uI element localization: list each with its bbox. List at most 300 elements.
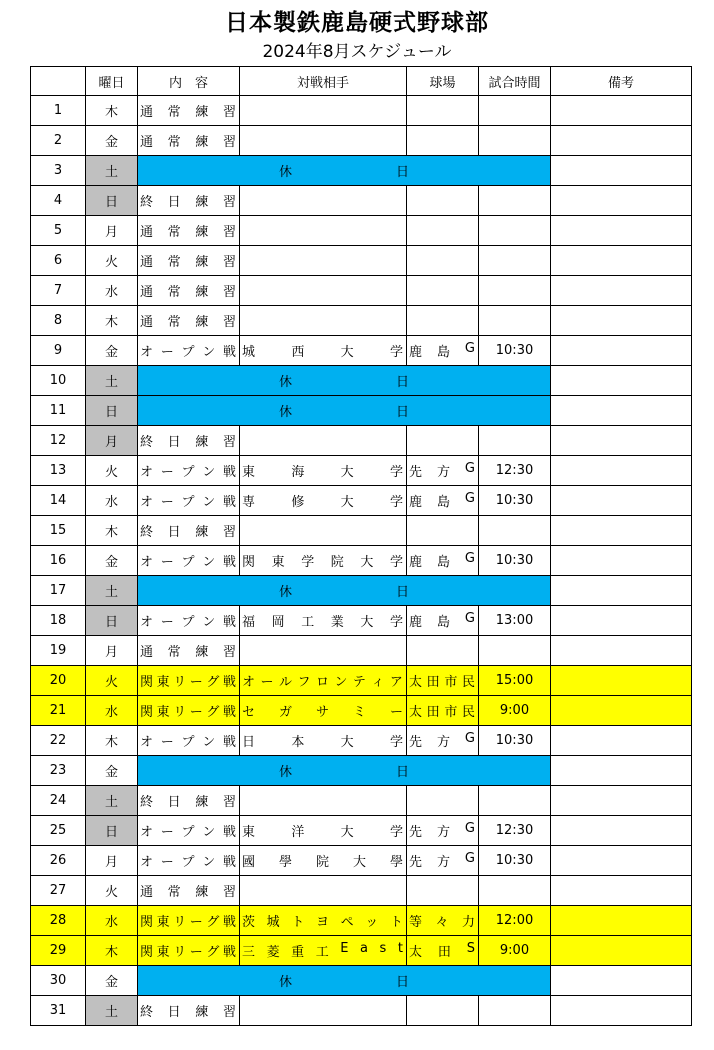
notes-cell (551, 186, 692, 216)
opponent-cell-text: 國 學 院 大 學 (242, 855, 403, 870)
notes-cell (551, 576, 692, 606)
day-cell: 29 (31, 936, 86, 966)
holiday-cell (138, 396, 551, 426)
activity-cell-text: 通 常 練 習 (140, 315, 236, 330)
activity-cell (138, 816, 240, 846)
time-cell: 9:00 (479, 696, 551, 726)
time-cell (479, 426, 551, 456)
schedule-row (31, 876, 692, 906)
notes-cell (551, 816, 692, 846)
activity-cell (138, 456, 240, 486)
weekday-cell: 土 (86, 996, 138, 1026)
weekday-cell: 金 (86, 126, 138, 156)
activity-cell-text: 通 常 練 習 (140, 105, 236, 120)
page-title: 日本製鉄鹿島硬式野球部 (225, 10, 489, 36)
weekday-cell: 金 (86, 756, 138, 786)
schedule-row (31, 366, 692, 396)
time-cell: 9:00 (479, 936, 551, 966)
schedule-row (31, 96, 692, 126)
time-cell (479, 306, 551, 336)
time-cell: 12:30 (479, 816, 551, 846)
schedule-row (31, 846, 692, 876)
schedule-row (31, 426, 692, 456)
activity-cell (138, 546, 240, 576)
schedule-row (31, 156, 692, 186)
notes-cell (551, 126, 692, 156)
opponent-cell-text: 三 菱 重 工 E a s t (242, 941, 403, 960)
day-cell: 1 (31, 96, 86, 126)
holiday-label-a: 休 (278, 585, 292, 600)
time-cell: 12:00 (479, 906, 551, 936)
time-cell: 13:00 (479, 606, 551, 636)
weekday-cell: 金 (86, 546, 138, 576)
activity-cell-text: 関 東 リ ー グ 戦 (140, 945, 236, 960)
opponent-cell (240, 996, 407, 1026)
opponent-cell (240, 516, 407, 546)
opponent-cell (240, 606, 407, 636)
schedule-row (31, 936, 692, 966)
weekday-cell: 日 (86, 186, 138, 216)
ground-cell (407, 546, 479, 576)
day-cell: 10 (31, 366, 86, 396)
ground-cell (407, 486, 479, 516)
opponent-cell (240, 696, 407, 726)
notes-cell (551, 936, 692, 966)
activity-cell (138, 516, 240, 546)
weekday-cell: 金 (86, 966, 138, 996)
ground-cell (407, 96, 479, 126)
opponent-cell (240, 96, 407, 126)
time-cell: 10:30 (479, 546, 551, 576)
notes-cell (551, 606, 692, 636)
day-cell: 18 (31, 606, 86, 636)
activity-cell-text: 終 日 練 習 (140, 795, 236, 810)
ground-cell (407, 426, 479, 456)
weekday-cell: 日 (86, 396, 138, 426)
opponent-cell-text: 東 海 大 学 (242, 465, 403, 480)
activity-cell (138, 216, 240, 246)
activity-cell-text: 通 常 練 習 (140, 285, 236, 300)
time-cell (479, 246, 551, 276)
notes-cell (551, 276, 692, 306)
activity-cell (138, 696, 240, 726)
activity-cell (138, 726, 240, 756)
ground-cell-text: 鹿 島 G (409, 551, 475, 570)
schedule-row (31, 396, 692, 426)
weekday-cell: 金 (86, 336, 138, 366)
opponent-cell-text: オ ー ル フ ロ ン テ ィ ア (242, 675, 403, 690)
schedule-row (31, 666, 692, 696)
schedule-row (31, 996, 692, 1026)
notes-cell (551, 696, 692, 726)
weekday-cell: 土 (86, 576, 138, 606)
activity-cell (138, 876, 240, 906)
ground-cell (407, 276, 479, 306)
time-cell: 15:00 (479, 666, 551, 696)
time-cell: 10:30 (479, 846, 551, 876)
weekday-cell: 水 (86, 486, 138, 516)
holiday-cell (138, 756, 551, 786)
holiday-label-b: 日 (396, 405, 410, 420)
ground-cell (407, 906, 479, 936)
ground-cell (407, 246, 479, 276)
day-cell: 4 (31, 186, 86, 216)
ground-cell (407, 936, 479, 966)
opponent-cell (240, 246, 407, 276)
notes-cell (551, 306, 692, 336)
holiday-label-b: 日 (396, 765, 410, 780)
weekday-cell: 月 (86, 636, 138, 666)
activity-cell-text: オ ー プ ン 戦 (140, 555, 236, 570)
schedule-body (31, 96, 692, 1026)
opponent-cell-text: 関 東 学 院 大 学 (242, 555, 403, 570)
opponent-cell-text: 福 岡 工 業 大 学 (242, 615, 403, 630)
schedule-row (31, 906, 692, 936)
notes-cell (551, 996, 692, 1026)
activity-cell-text: 終 日 練 習 (140, 1005, 236, 1020)
ground-cell (407, 876, 479, 906)
day-cell: 26 (31, 846, 86, 876)
opponent-cell-text: 城 西 大 学 (242, 345, 403, 360)
schedule-row (31, 726, 692, 756)
ground-cell (407, 666, 479, 696)
day-cell: 22 (31, 726, 86, 756)
holiday-label-a: 休 (278, 405, 292, 420)
notes-cell (551, 216, 692, 246)
time-cell (479, 126, 551, 156)
weekday-cell: 月 (86, 846, 138, 876)
header-row (31, 67, 692, 96)
activity-cell-text: 通 常 練 習 (140, 225, 236, 240)
day-cell: 27 (31, 876, 86, 906)
day-cell: 8 (31, 306, 86, 336)
schedule-row (31, 486, 692, 516)
day-cell: 17 (31, 576, 86, 606)
ground-cell (407, 816, 479, 846)
activity-cell-text: 通 常 練 習 (140, 135, 236, 150)
ground-cell-text: 鹿 島 G (409, 341, 475, 360)
opponent-cell (240, 816, 407, 846)
activity-cell-text: 通 常 練 習 (140, 885, 236, 900)
opponent-cell-text: 専 修 大 学 (242, 495, 403, 510)
ground-cell (407, 726, 479, 756)
notes-cell (551, 636, 692, 666)
opponent-cell (240, 486, 407, 516)
ground-cell (407, 216, 479, 246)
schedule-row (31, 696, 692, 726)
activity-cell-text: 関 東 リ ー グ 戦 (140, 705, 236, 720)
time-cell (479, 216, 551, 246)
notes-cell (551, 366, 692, 396)
schedule-row (31, 756, 692, 786)
schedule-row (31, 336, 692, 366)
ground-cell-text: 先 方 G (409, 821, 475, 840)
opponent-cell-text: 茨 城 ト ヨ ペ ッ ト (242, 915, 403, 930)
schedule-row (31, 306, 692, 336)
opponent-cell (240, 846, 407, 876)
activity-cell-text: 関 東 リ ー グ 戦 (140, 675, 236, 690)
opponent-cell-text: 東 洋 大 学 (242, 825, 403, 840)
holiday-label-a: 休 (278, 165, 292, 180)
day-cell: 16 (31, 546, 86, 576)
col-activity-header: 内 容 (138, 67, 240, 96)
opponent-cell (240, 306, 407, 336)
holiday-label-a: 休 (278, 765, 292, 780)
opponent-cell (240, 546, 407, 576)
notes-cell (551, 426, 692, 456)
activity-cell-text: オ ー プ ン 戦 (140, 495, 236, 510)
weekday-cell: 土 (86, 156, 138, 186)
day-cell: 25 (31, 816, 86, 846)
notes-cell (551, 666, 692, 696)
holiday-cell (138, 966, 551, 996)
ground-cell (407, 846, 479, 876)
time-cell (479, 96, 551, 126)
activity-cell (138, 96, 240, 126)
notes-cell (551, 456, 692, 486)
activity-cell-text: オ ー プ ン 戦 (140, 735, 236, 750)
weekday-cell: 火 (86, 246, 138, 276)
weekday-cell: 水 (86, 906, 138, 936)
schedule-row (31, 576, 692, 606)
activity-cell (138, 786, 240, 816)
activity-cell-text: オ ー プ ン 戦 (140, 855, 236, 870)
weekday-cell: 火 (86, 666, 138, 696)
activity-cell-text: 関 東 リ ー グ 戦 (140, 915, 236, 930)
time-cell: 12:30 (479, 456, 551, 486)
schedule-row (31, 216, 692, 246)
opponent-cell-text: セ ガ サ ミ ー (242, 705, 403, 720)
holiday-label-a: 休 (278, 975, 292, 990)
holiday-label-b: 日 (396, 975, 410, 990)
schedule-row (31, 126, 692, 156)
opponent-cell (240, 276, 407, 306)
day-cell: 30 (31, 966, 86, 996)
day-cell: 11 (31, 396, 86, 426)
activity-cell-text: 通 常 練 習 (140, 255, 236, 270)
weekday-cell: 木 (86, 936, 138, 966)
notes-cell (551, 396, 692, 426)
activity-cell-text: 通 常 練 習 (140, 645, 236, 660)
weekday-cell: 火 (86, 876, 138, 906)
day-cell: 20 (31, 666, 86, 696)
activity-cell (138, 906, 240, 936)
ground-cell (407, 516, 479, 546)
day-cell: 31 (31, 996, 86, 1026)
notes-cell (551, 846, 692, 876)
schedule-row (31, 786, 692, 816)
activity-cell (138, 246, 240, 276)
ground-cell-text: 先 方 G (409, 851, 475, 870)
weekday-cell: 月 (86, 426, 138, 456)
activity-cell (138, 336, 240, 366)
day-cell: 23 (31, 756, 86, 786)
weekday-cell: 木 (86, 96, 138, 126)
activity-cell (138, 996, 240, 1026)
opponent-cell (240, 786, 407, 816)
weekday-cell: 土 (86, 366, 138, 396)
activity-cell (138, 636, 240, 666)
notes-cell (551, 546, 692, 576)
schedule-row (31, 276, 692, 306)
day-cell: 6 (31, 246, 86, 276)
day-cell: 9 (31, 336, 86, 366)
holiday-label-a: 休 (278, 375, 292, 390)
holiday-cell (138, 156, 551, 186)
activity-cell-text: 終 日 練 習 (140, 525, 236, 540)
time-cell (479, 786, 551, 816)
time-cell: 10:30 (479, 486, 551, 516)
opponent-cell (240, 636, 407, 666)
activity-cell-text: オ ー プ ン 戦 (140, 825, 236, 840)
schedule-subtitle: 2024年8月スケジュール (262, 42, 452, 62)
activity-cell (138, 126, 240, 156)
activity-cell (138, 306, 240, 336)
weekday-cell: 日 (86, 816, 138, 846)
day-cell: 5 (31, 216, 86, 246)
schedule-row (31, 516, 692, 546)
time-cell (479, 186, 551, 216)
day-cell: 12 (31, 426, 86, 456)
ground-cell (407, 696, 479, 726)
schedule-row (31, 816, 692, 846)
schedule-row (31, 636, 692, 666)
notes-cell (551, 906, 692, 936)
activity-cell (138, 666, 240, 696)
activity-cell (138, 276, 240, 306)
activity-cell-text: オ ー プ ン 戦 (140, 615, 236, 630)
weekday-cell: 土 (86, 786, 138, 816)
col-ground-header: 球場 (407, 67, 479, 96)
col-weekday-header: 曜日 (86, 67, 138, 96)
notes-cell (551, 246, 692, 276)
opponent-cell (240, 906, 407, 936)
ground-cell (407, 636, 479, 666)
weekday-cell: 水 (86, 276, 138, 306)
time-cell (479, 276, 551, 306)
notes-cell (551, 786, 692, 816)
ground-cell (407, 186, 479, 216)
opponent-cell (240, 426, 407, 456)
opponent-cell (240, 876, 407, 906)
weekday-cell: 水 (86, 696, 138, 726)
col-notes-header: 備考 (551, 67, 692, 96)
activity-cell (138, 486, 240, 516)
weekday-cell: 木 (86, 516, 138, 546)
ground-cell-text: 先 方 G (409, 461, 475, 480)
time-cell (479, 876, 551, 906)
weekday-cell: 月 (86, 216, 138, 246)
day-cell: 15 (31, 516, 86, 546)
ground-cell (407, 786, 479, 816)
activity-cell-text: オ ー プ ン 戦 (140, 465, 236, 480)
opponent-cell (240, 126, 407, 156)
day-cell: 13 (31, 456, 86, 486)
notes-cell (551, 486, 692, 516)
activity-cell-text: 終 日 練 習 (140, 195, 236, 210)
ground-cell-text: 太 田 S (409, 941, 475, 960)
opponent-cell (240, 336, 407, 366)
schedule-table (30, 66, 692, 1026)
holiday-label-b: 日 (396, 375, 410, 390)
schedule-row (31, 186, 692, 216)
day-cell: 21 (31, 696, 86, 726)
opponent-cell (240, 186, 407, 216)
activity-cell-text: オ ー プ ン 戦 (140, 345, 236, 360)
activity-cell-text: 終 日 練 習 (140, 435, 236, 450)
ground-cell-text: 鹿 島 G (409, 611, 475, 630)
opponent-cell-text: 日 本 大 学 (242, 735, 403, 750)
opponent-cell (240, 666, 407, 696)
notes-cell (551, 966, 692, 996)
activity-cell (138, 186, 240, 216)
notes-cell (551, 756, 692, 786)
weekday-cell: 木 (86, 306, 138, 336)
col-day-header (31, 67, 86, 96)
schedule-row (31, 966, 692, 996)
ground-cell-text: 太 田 市 民 (409, 675, 475, 690)
holiday-cell (138, 366, 551, 396)
notes-cell (551, 726, 692, 756)
activity-cell (138, 426, 240, 456)
ground-cell (407, 456, 479, 486)
time-cell (479, 996, 551, 1026)
weekday-cell: 日 (86, 606, 138, 636)
col-time-header: 試合時間 (479, 67, 551, 96)
activity-cell (138, 936, 240, 966)
schedule-row (31, 246, 692, 276)
ground-cell-text: 先 方 G (409, 731, 475, 750)
day-cell: 19 (31, 636, 86, 666)
day-cell: 3 (31, 156, 86, 186)
opponent-cell (240, 456, 407, 486)
weekday-cell: 木 (86, 726, 138, 756)
weekday-cell: 火 (86, 456, 138, 486)
ground-cell (407, 306, 479, 336)
ground-cell (407, 996, 479, 1026)
opponent-cell (240, 726, 407, 756)
notes-cell (551, 96, 692, 126)
time-cell (479, 516, 551, 546)
day-cell: 28 (31, 906, 86, 936)
opponent-cell (240, 216, 407, 246)
col-opponent-header: 対戦相手 (240, 67, 407, 96)
time-cell: 10:30 (479, 336, 551, 366)
schedule-row (31, 546, 692, 576)
schedule-row (31, 606, 692, 636)
notes-cell (551, 336, 692, 366)
day-cell: 14 (31, 486, 86, 516)
day-cell: 2 (31, 126, 86, 156)
holiday-cell (138, 576, 551, 606)
notes-cell (551, 516, 692, 546)
time-cell (479, 636, 551, 666)
day-cell: 7 (31, 276, 86, 306)
ground-cell (407, 126, 479, 156)
notes-cell (551, 876, 692, 906)
opponent-cell (240, 936, 407, 966)
activity-cell (138, 846, 240, 876)
ground-cell-text: 鹿 島 G (409, 491, 475, 510)
ground-cell (407, 606, 479, 636)
notes-cell (551, 156, 692, 186)
ground-cell-text: 太 田 市 民 (409, 705, 475, 720)
holiday-label-b: 日 (396, 165, 410, 180)
time-cell: 10:30 (479, 726, 551, 756)
ground-cell-text: 等 々 力 (409, 915, 475, 930)
activity-cell (138, 606, 240, 636)
holiday-label-b: 日 (396, 585, 410, 600)
